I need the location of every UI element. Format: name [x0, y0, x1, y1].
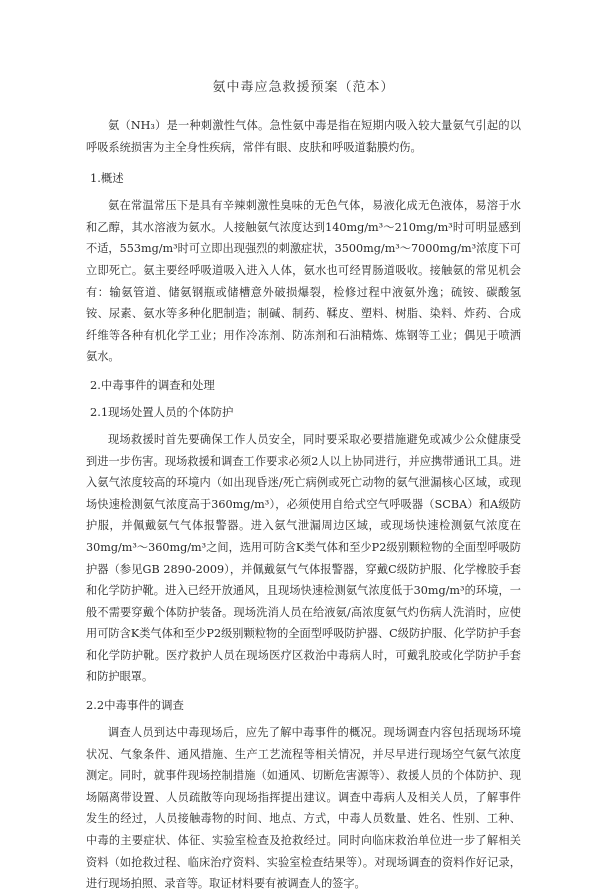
overview-paragraph: 氨在常温常压下是具有辛辣刺激性臭味的无色气体，易液化成无色液体，易溶于水和乙醇，其水溶液为氨水。人接触氨气浓度达到140mg/m³～210mg/m³时可明显感到不适，553mg/m³时可立即出现强烈的刺激症状，3500mg/m³～7000mg/m³浓度下可立即死亡。氨主要经呼吸道吸入进入人体，氨水也可经胃肠道吸收。接触氨的常见机会有：输氨管道、储氨钢瓶或储槽意外破损爆裂，检修过程中液氨外逸；硫铵、碳酸氢铵、尿素、氨水等多种化肥制造；制碱、制药、鞣皮、塑料、树脂、染料、炸药、合成纤维等各种有机化学工业；用作冷冻剂、防冻剂和石油精炼、炼钢等工业；偶见于喷洒氨水。	[86, 199, 521, 364]
section-2-1-heading: 2.1现场处置人员的个体防护	[90, 404, 234, 419]
protection-paragraph: 现场救援时首先要确保工作人员安全，同时要采取必要措施避免或减少公众健康受到进一步伤害。现场救援和调查工作要求必须2人以上协同进行，并应携带通讯工具。进入氨气浓度较高的环境内（如出现昏迷/死亡病例或死亡动物的氨气泄漏核心区域，或现场快速检测氨气浓度高于360mg/m³），必须使用自给式空气呼吸器（SCBA）和A级防护服，并佩戴氨气气体报警器。进入氨气泄漏周边区域，或现场快速检测氨气浓度在30mg/m³～360mg/m³之间，选用可防含K类气体和至少P2级别颗粒物的全面型呼吸防护器（参见GB 2890-2009），并佩戴氨气气体报警器，穿戴C级防护服、化学橡胶手套和化学防护靴。进入已经开放通风，且现场快速检测氨气浓度低于30mg/m³的环境，一般不需要穿戴个体防护装备。现场洗消人员在给液氨/高浓度氨气灼伤病人洗消时，应使用可防含K类气体和至少P2级别颗粒物的全面型呼吸防护器、C级防护服、化学防护手套和化学防护靴。医疗救护人员在现场医疗区救治中毒病人时，可戴乳胶或化学防护手套和防护眼罩。	[86, 432, 521, 684]
intro-paragraph: 氨（NH₃）是一种刺激性气体。急性氨中毒是指在短期内吸入较大量氨气引起的以呼吸系统损害为主全身性疾病，常伴有眼、皮肤和呼吸道黏膜灼伤。	[86, 119, 521, 154]
section-1-heading: 1.概述	[90, 171, 124, 186]
section-2-2-heading: 2.2中毒事件的调查	[86, 698, 184, 713]
investigation-paragraph: 调查人员到达中毒现场后，应先了解中毒事件的概况。现场调查内容包括现场环境状况、气象条件、通风措施、生产工艺流程等相关情况，并尽早进行现场空气氨气浓度测定。同时，就事件现场控制措施（如通风、切断危害源等）、救援人员的个体防护、现场隔离带设置、人员疏散等向现场指挥提出建议。调查中毒病人及相关人员，了解事件发生的经过，人员接触毒物的时间、地点、方式，中毒人员数量、姓名、性别、工种、中毒的主要症状、体征、实验室检查及抢救经过。同时向临床救治单位进一步了解相关资料（如抢救过程、临床治疗资料、实验室检查结果等）。对现场调查的资料作好记录，进行现场拍照、录音等。取证材料要有被调查人的签字。	[86, 726, 521, 891]
document-title: 氨中毒应急救援预案（范本）	[212, 80, 395, 95]
section-2-heading: 2.中毒事件的调查和处理	[90, 377, 215, 392]
